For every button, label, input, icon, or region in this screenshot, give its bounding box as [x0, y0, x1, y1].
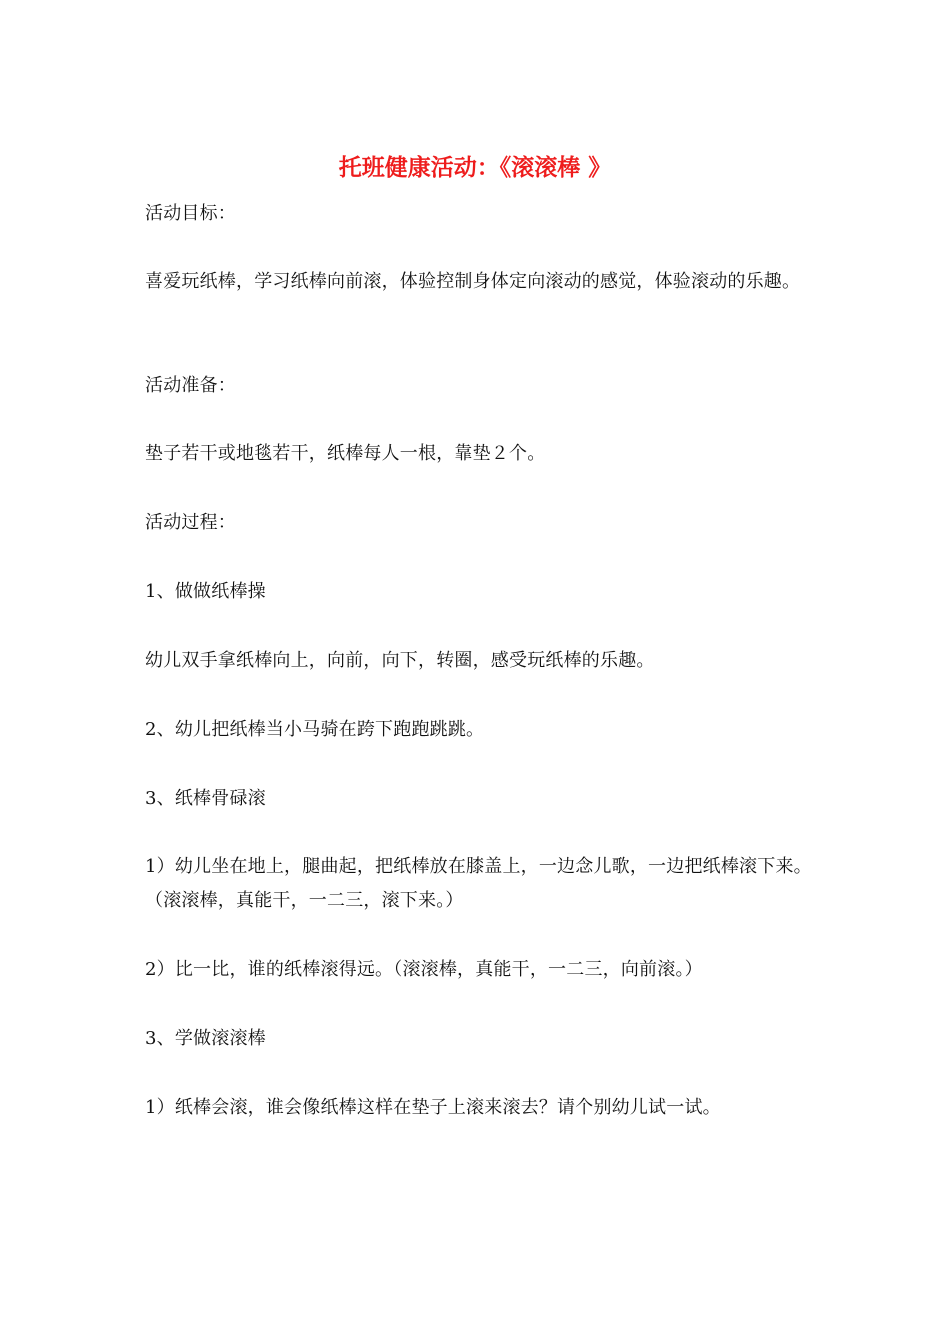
document-title: 托班健康活动：《滚滚棒 》 — [338, 155, 612, 181]
section-heading-process: 活动过程： — [145, 512, 236, 533]
step-3-2-text: 2）比一比，谁的纸棒滚得远。（滚滚棒，真能干，一二三，向前滚。） — [145, 959, 703, 980]
preparation-text: 垫子若干或地毯若干，纸棒每人一根，靠垫２个。 — [145, 443, 546, 464]
step-4-1-text: 1）纸棒会滚，谁会像纸棒这样在垫子上滚来滚去？请个别幼儿试一试。 — [145, 1097, 721, 1118]
section-heading-goals: 活动目标： — [145, 203, 236, 224]
step-1-text: 幼儿双手拿纸棒向上，向前，向下，转圈，感受玩纸棒的乐趣。 — [145, 650, 655, 671]
step-3-heading: 3、纸棒骨碌滚 — [145, 788, 266, 809]
step-1-heading: 1、做做纸棒操 — [145, 581, 266, 602]
step-3-1-text: 1）幼儿坐在地上，腿曲起，把纸棒放在膝盖上，一边念儿歌，一边把纸棒滚下来。（滚滚棒，真能干，一二三，滚下来。） — [145, 856, 812, 911]
section-heading-preparation: 活动准备： — [145, 375, 236, 396]
step-2-text: 2、幼儿把纸棒当小马骑在跨下跑跑跳跳。 — [145, 719, 485, 740]
goals-text: 喜爱玩纸棒，学习纸棒向前滚，体验控制身体定向滚动的感觉，体验滚动的乐趣。 — [145, 271, 801, 292]
step-4-heading: 3、学做滚滚棒 — [145, 1028, 266, 1049]
